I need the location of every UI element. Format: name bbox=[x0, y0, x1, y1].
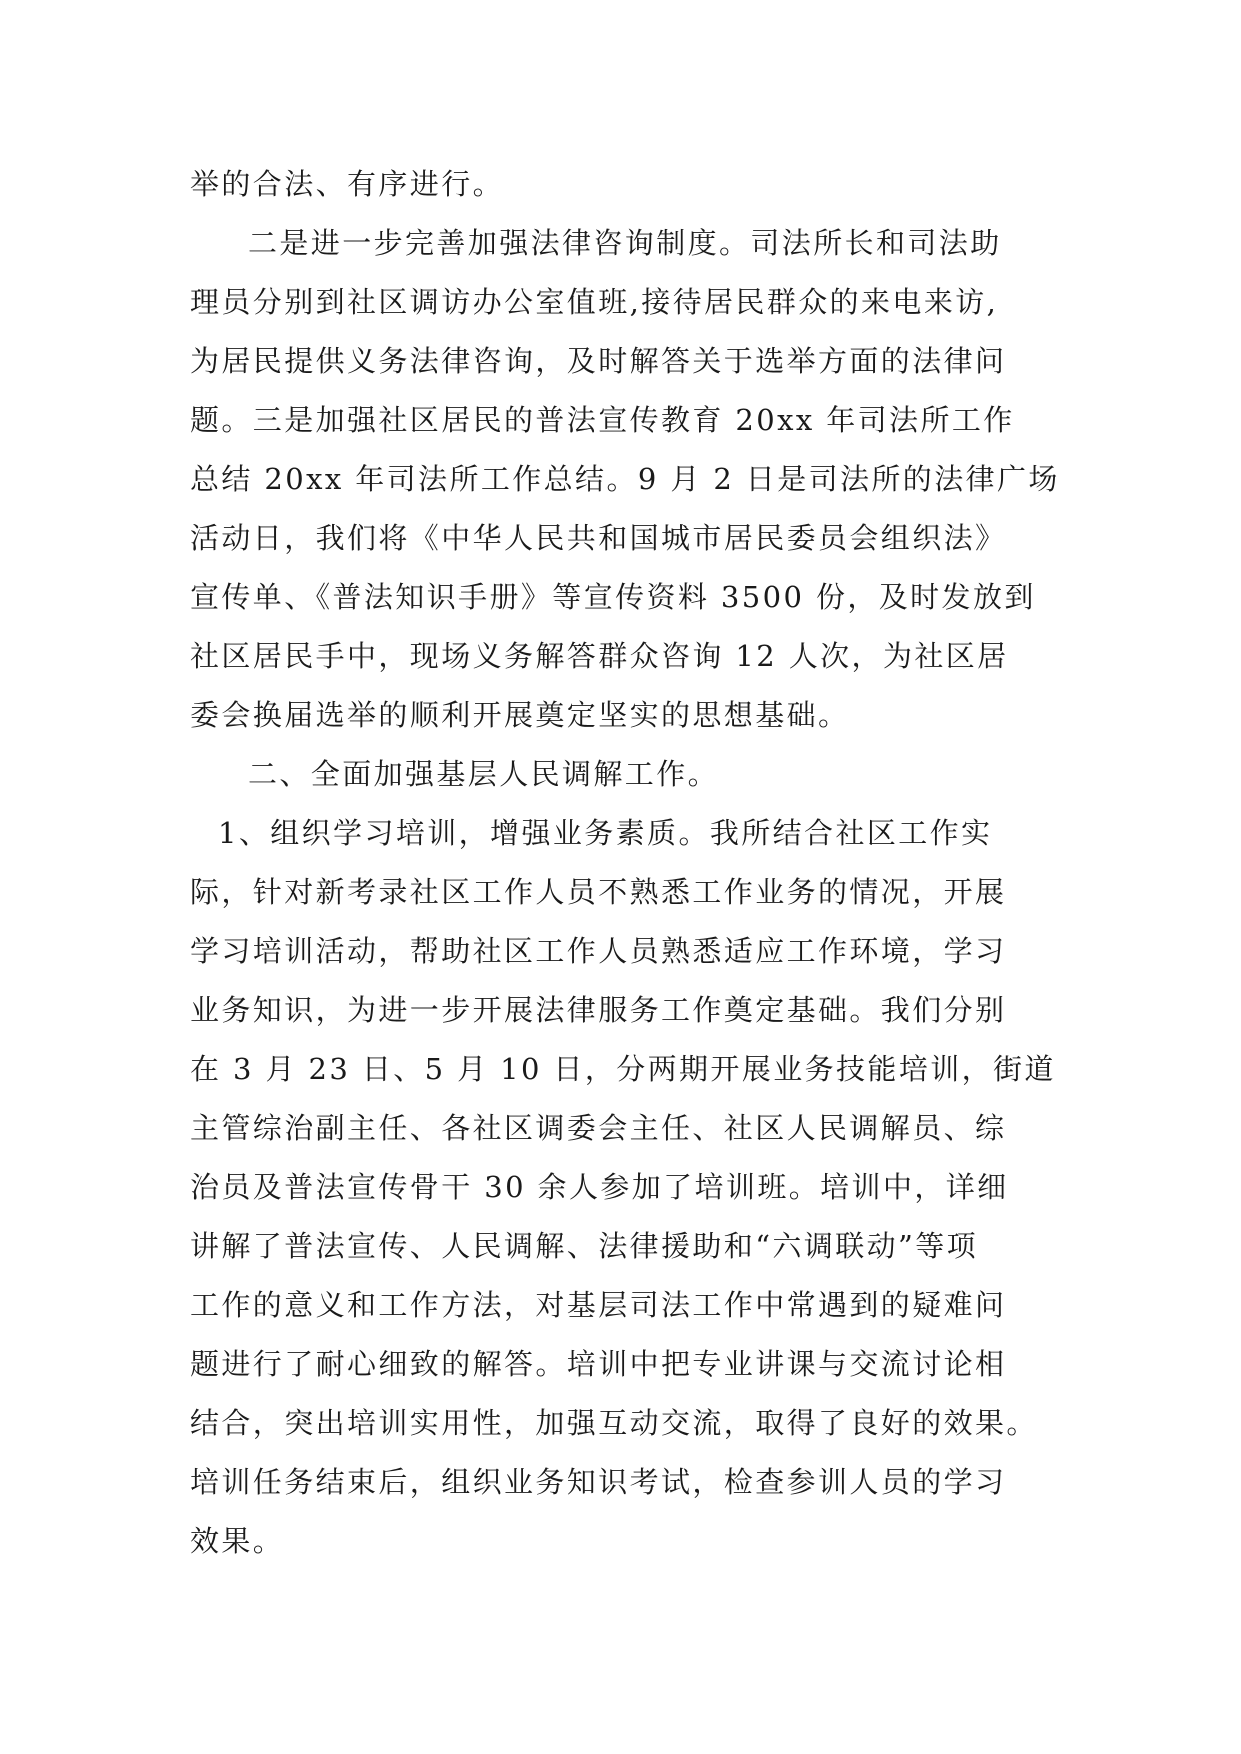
text-line: 治员及普法宣传骨干 30 余人参加了培训班。培训中，详细 bbox=[190, 1170, 1009, 1204]
text-line: 培训任务结束后，组织业务知识考试，检查参训人员的学习 bbox=[190, 1465, 1007, 1499]
text-line: 题。三是加强社区居民的普法宣传教育 20xx 年司法所工作 bbox=[190, 403, 1015, 437]
paragraph-first-line: 二是进一步完善加强法律咨询制度。司法所长和司法助 bbox=[248, 226, 1002, 260]
text-line: 题进行了耐心细致的解答。培训中把专业讲课与交流讨论相 bbox=[190, 1347, 1007, 1381]
text-line: 业务知识，为进一步开展法律服务工作奠定基础。我们分别 bbox=[190, 993, 1007, 1027]
text-line: 结合，突出培训实用性，加强互动交流，取得了良好的效果。 bbox=[190, 1406, 1038, 1440]
section-heading: 二、全面加强基层人民调解工作。 bbox=[248, 757, 720, 791]
text-line: 讲解了普法宣传、人民调解、法律援助和“六调联动”等项 bbox=[190, 1229, 979, 1263]
text-line: 总结 20xx 年司法所工作总结。9 月 2 日是司法所的法律广场 bbox=[190, 462, 1060, 496]
text-line: 学习培训活动，帮助社区工作人员熟悉适应工作环境，学习 bbox=[190, 934, 1007, 968]
text-line: 为居民提供义务法律咨询，及时解答关于选举方面的法律问 bbox=[190, 344, 1007, 378]
text-line: 宣传单、《普法知识手册》等宣传资料 3500 份，及时发放到 bbox=[190, 580, 1036, 614]
text-line: 活动日，我们将《中华人民共和国城市居民委员会组织法》 bbox=[190, 521, 1007, 555]
text-line: 在 3 月 23 日、5 月 10 日，分两期开展业务技能培训，街道 bbox=[190, 1052, 1056, 1086]
text-line: 主管综治副主任、各社区调委会主任、社区人民调解员、综 bbox=[190, 1111, 1007, 1145]
text-line: 工作的意义和工作方法，对基层司法工作中常遇到的疑难问 bbox=[190, 1288, 1007, 1322]
text-line: 举的合法、有序进行。 bbox=[190, 167, 505, 201]
text-line: 际，针对新考录社区工作人员不熟悉工作业务的情况，开展 bbox=[190, 875, 1007, 909]
text-line: 理员分别到社区调访办公室值班,接待居民群众的来电来访, bbox=[190, 285, 999, 319]
text-line: 委会换届选举的顺利开展奠定坚实的思想基础。 bbox=[190, 698, 850, 732]
text-line: 社区居民手中，现场义务解答群众咨询 12 人次，为社区居 bbox=[190, 639, 1009, 673]
text-line: 效果。 bbox=[190, 1524, 285, 1558]
paragraph-first-line: 1、组织学习培训，增强业务素质。我所结合社区工作实 bbox=[218, 816, 993, 850]
